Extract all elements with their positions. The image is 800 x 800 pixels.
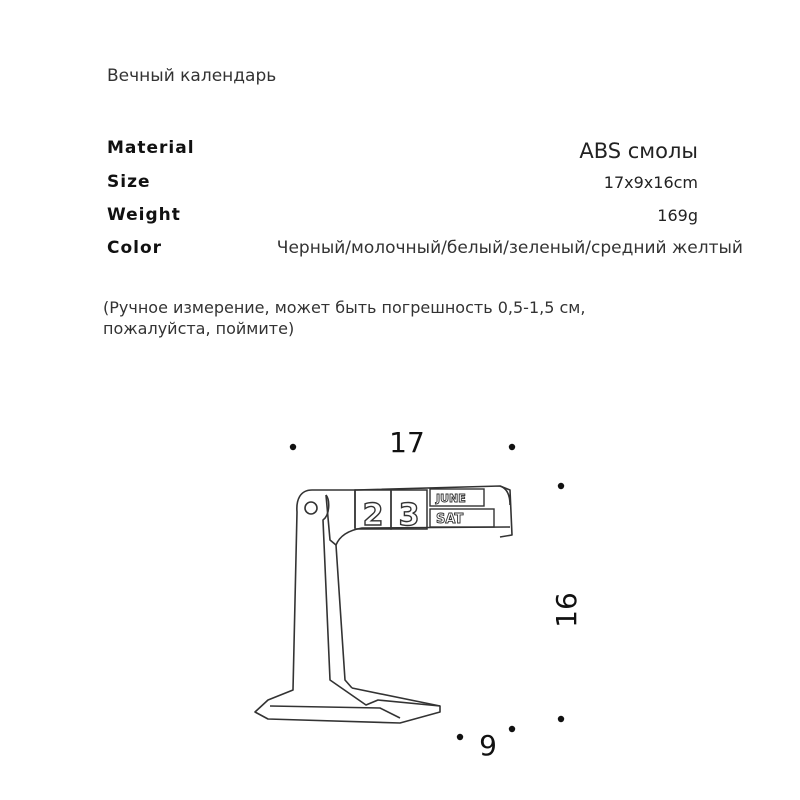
spec-value-size: 17x9x16cm <box>603 173 698 192</box>
calendar-stand-outline <box>255 486 512 723</box>
measurement-note: (Ручное измерение, может быть погрешность 0,5-1,5 см, пожалуйста, поймите) <box>103 298 586 338</box>
day-digit-cubes <box>355 490 427 533</box>
spec-value-weight: 169g <box>657 206 698 225</box>
spec-value-color: Черный/молочный/белый/зеленый/средний желтый <box>276 238 743 258</box>
spec-label-color: Color <box>107 238 163 258</box>
depth-dimension-label: 9 <box>479 729 497 762</box>
height-dimension-label: 16 <box>550 592 583 628</box>
month-weekday-bars <box>430 489 494 527</box>
month-label: JUNE <box>436 492 466 505</box>
day-ones-digit: 3 <box>398 498 420 533</box>
product-title: Вечный календарь <box>107 66 277 86</box>
width-dimension-label: 17 <box>389 426 425 459</box>
day-tens-digit: 2 <box>362 498 384 533</box>
spec-value-material: ABS смолы <box>579 139 698 163</box>
spec-label-material: Material <box>107 138 195 158</box>
spec-label-weight: Weight <box>107 205 181 225</box>
spec-label-size: Size <box>107 172 151 192</box>
weekday-label: SAT <box>436 512 464 527</box>
